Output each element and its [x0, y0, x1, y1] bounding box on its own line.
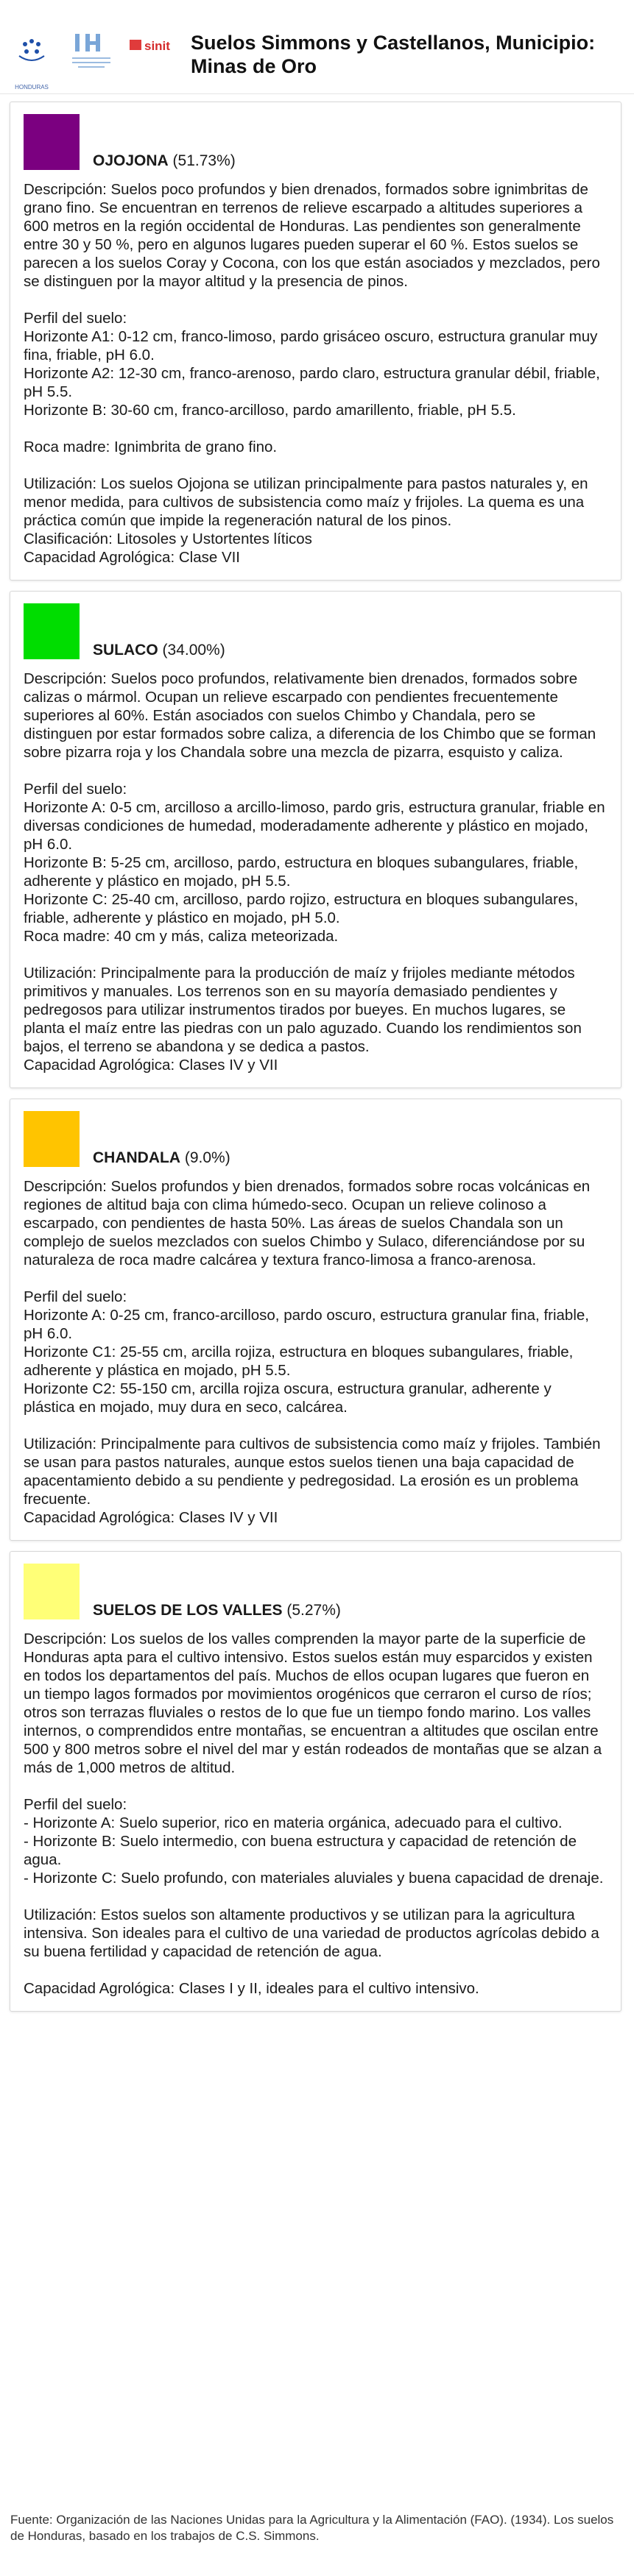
profile-heading: Perfil del suelo: — [24, 781, 127, 798]
profile-horizon: Horizonte C: 25-40 cm, arcilloso, pardo rojizo, estructura en bloques subangulares, friable, adherente y plástico en mojado, pH 5.0. — [24, 891, 579, 926]
color-swatch — [24, 603, 80, 659]
soil-usage-block — [24, 964, 606, 1074]
profile-horizon: Horizonte C1: 25-55 cm, arcilla rojiza, estructura en bloques subangulares, friable, adherente y plástica en mojado, pH 5.5. — [24, 1344, 574, 1379]
soil-profile — [24, 1288, 606, 1416]
soil-title — [93, 641, 225, 659]
honduras-logo — [9, 28, 54, 91]
soil-card-valles — [10, 1551, 621, 2012]
soil-card-sulaco — [10, 591, 621, 1088]
sinit-logo — [128, 28, 183, 69]
soil-card-header — [24, 1110, 606, 1167]
sinit-emblem-icon — [128, 28, 183, 65]
soil-percent: (34.00%) — [162, 642, 225, 659]
page-title: Suelos Simmons y Castellanos, Municipio: Minas de Oro — [191, 32, 596, 77]
soil-capacity: Capacidad Agrológica: Clases IV y VII — [24, 1057, 278, 1074]
profile-horizon: Horizonte A2: 12-30 cm, franco-arenoso, pardo claro, estructura granular débil, friable, pH 5.5. — [24, 365, 600, 400]
logo-bar — [9, 28, 193, 91]
soil-title — [93, 1601, 341, 1619]
profile-horizon: Horizonte B: 30-60 cm, franco-arcilloso, pardo amarillento, friable, pH 5.5. — [24, 402, 516, 419]
profile-horizon: - Horizonte A: Suelo superior, rico en materia orgánica, adecuado para el cultivo. — [24, 1814, 563, 1831]
soil-capacity: Capacidad Agrológica: Clase VII — [24, 549, 241, 566]
soil-profile — [24, 780, 606, 945]
soil-capacity: Capacidad Agrológica: Clases I y II, ideales para el cultivo intensivo. — [24, 1980, 479, 1997]
soil-cards — [10, 102, 621, 2022]
soil-description: Descripción: Los suelos de los valles comprenden la mayor parte de la superficie de Honduras apta para el cultivo intensivo. Estos suelos están muy esparcidos y existen en todos los departamentos del país. Muchos de ellos ocupan lugares que fueron en un tiempo lagos formados por movimientos orogénicos que cerraron el curso de ríos; otros son terrazas fluviales o restos de lo que fue un tiempo fondo marino. Los valles internos, o comprendidos entre montañas, se encuentran a altitudes que oscilan entre 500 y 800 metros sobre el nivel del mar y están rodeados de montañas que se alzan a más de 1,000 metros de altitud. — [24, 1631, 602, 1776]
color-swatch — [24, 1111, 80, 1167]
soil-usage: Utilización: Principalmente para la producción de maíz y frijoles mediante métodos primitivos y manuales. Los terrenos son en su mayoría demasiado pendientes y pedregosos para utilizar instrumentos tirados por bueyes. En muchos lugares, se planta el maíz entre las piedras con un palo aguzado. Cuando los rendimientos son bajos, el terreno se abandona y se dedica a pastos. — [24, 965, 582, 1055]
soil-parent-rock: Roca madre: Ignimbrita de grano fino. — [24, 439, 278, 455]
soil-card-chandala — [10, 1099, 621, 1541]
page-header — [0, 0, 634, 94]
honduras-emblem-icon — [9, 28, 54, 79]
soil-name: OJOJONA — [93, 152, 169, 169]
soil-description: Descripción: Suelos poco profundos y bien drenados, formados sobre ignimbritas de grano fino. Se encuentran en terrenos de relieve escarpado a altitudes superiores a 600 metros en la región occidental de Honduras. Las pendientes son generalmente entre 30 y 50 %, pero en algunos lugares pueden superar el 60 %. Estos suelos se parecen a los suelos Coray y Cocona, con los que están asociados y mezclados, pero se distinguen por la mayor altitud y la presencia de pinos. — [24, 181, 600, 290]
profile-horizon: Horizonte A: 0-5 cm, arcilloso a arcillo-limoso, pardo gris, estructura granular, friable en diversas condiciones de humedad, moderadamente adherente y plástico en mojado, pH 6.0. — [24, 799, 605, 853]
color-swatch — [24, 114, 80, 170]
soil-name: SUELOS DE LOS VALLES — [93, 1602, 283, 1619]
soil-card-ojojona — [10, 102, 621, 581]
soil-profile — [24, 1795, 606, 1887]
source-citation: Fuente: Organización de las Naciones Unidas para la Agricultura y la Alimentación (FAO). (1934). Los suelos de Honduras, basado en los trabajos de C.S. Simmons. — [10, 2513, 614, 2543]
profile-horizon: Horizonte C2: 55-150 cm, arcilla rojiza oscura, estructura granular, adherente y plástica en mojado, muy dura en seco, calcárea. — [24, 1380, 552, 1416]
soil-usage-block — [24, 475, 606, 567]
sinit-logo-text: sinit — [144, 39, 170, 53]
ih-emblem-icon — [65, 28, 118, 79]
soil-percent: (5.27%) — [286, 1602, 341, 1619]
profile-heading: Perfil del suelo: — [24, 1288, 127, 1305]
soil-usage: Utilización: Los suelos Ojojona se utilizan principalmente para pastos naturales y, en menor medida, para cultivos de subsistencia como maíz y frijoles. La quema es una práctica común que impide la regeneración natural de los pinos. — [24, 475, 588, 529]
soil-title — [93, 152, 236, 170]
profile-parent-rock: Roca madre: 40 cm y más, caliza meteorizada. — [24, 928, 339, 945]
soil-description: Descripción: Suelos poco profundos, relativamente bien drenados, formados sobre calizas o mármol. Ocupan un relieve escarpado con pendientes frecuentemente superiores al 60%. Están asociados con suelos Chimbo y Chandala, pero se distinguen por estar formados sobre caliza, a diferencia de los Chimbo que se forman sobre pizarra roja y los Chandala sobre una mezcla de pizarra, esquisto y caliza. — [24, 670, 596, 761]
soil-name: CHANDALA — [93, 1149, 180, 1166]
soil-percent: (51.73%) — [172, 152, 236, 169]
profile-horizon: Horizonte A: 0-25 cm, franco-arcilloso, pardo oscuro, estructura granular fina, friable, pH 6.0. — [24, 1307, 589, 1342]
soil-title — [93, 1149, 230, 1167]
soil-card-header — [24, 113, 606, 170]
profile-horizon: - Horizonte C: Suelo profundo, con materiales aluviales y buena capacidad de drenaje. — [24, 1870, 604, 1887]
soil-card-header — [24, 602, 606, 659]
soil-usage-block — [24, 1435, 606, 1527]
soil-description: Descripción: Suelos profundos y bien drenados, formados sobre rocas volcánicas en regiones de altitud baja con clima húmedo-seco. Ocupan un relieve colinoso a escarpado, con pendientes de hasta 50%. Las áreas de suelos Chandala son un complejo de suelos mezclados con suelos Chimbo y Sulaco, diferenciándose por su naturaleza de roca madre calcárea y textura franco-limosa a franco-arenosa. — [24, 1178, 591, 1269]
honduras-logo-text: HONDURAS — [15, 84, 49, 91]
profile-horizon: Horizonte A1: 0-12 cm, franco-limoso, pardo grisáceo oscuro, estructura granular muy fina, friable, pH 6.0. — [24, 328, 598, 363]
ih-logo — [65, 28, 118, 84]
color-swatch — [24, 1564, 80, 1619]
soil-classification: Clasificación: Litosoles y Ustortentes líticos — [24, 531, 312, 547]
soil-capacity: Capacidad Agrológica: Clases IV y VII — [24, 1509, 278, 1526]
soil-usage: Utilización: Principalmente para cultivos de subsistencia como maíz y frijoles. También se usan para pastos naturales, aunque estos suelos tienen una baja capacidad de apacentamiento debido a su pendiente y pedregosidad. La erosión es un problema frecuente. — [24, 1436, 601, 1508]
soil-name: SULACO — [93, 642, 158, 659]
profile-horizon: Horizonte B: 5-25 cm, arcilloso, pardo, estructura en bloques subangulares, friable, adherente y plástico en mojado, pH 5.5. — [24, 854, 579, 890]
profile-heading: Perfil del suelo: — [24, 1796, 127, 1813]
profile-heading: Perfil del suelo: — [24, 310, 127, 327]
soil-percent: (9.0%) — [184, 1149, 230, 1166]
soil-usage: Utilización: Estos suelos son altamente productivos y se utilizan para la agricultura intensiva. Son ideales para el cultivo de una variedad de productos agrícolas debido a su buena fertilidad y capacidad de retención de agua. — [24, 1906, 599, 1960]
soil-card-header — [24, 1562, 606, 1619]
profile-horizon: - Horizonte B: Suelo intermedio, con buena estructura y capacidad de retención de agua. — [24, 1833, 577, 1868]
soil-profile — [24, 309, 606, 419]
